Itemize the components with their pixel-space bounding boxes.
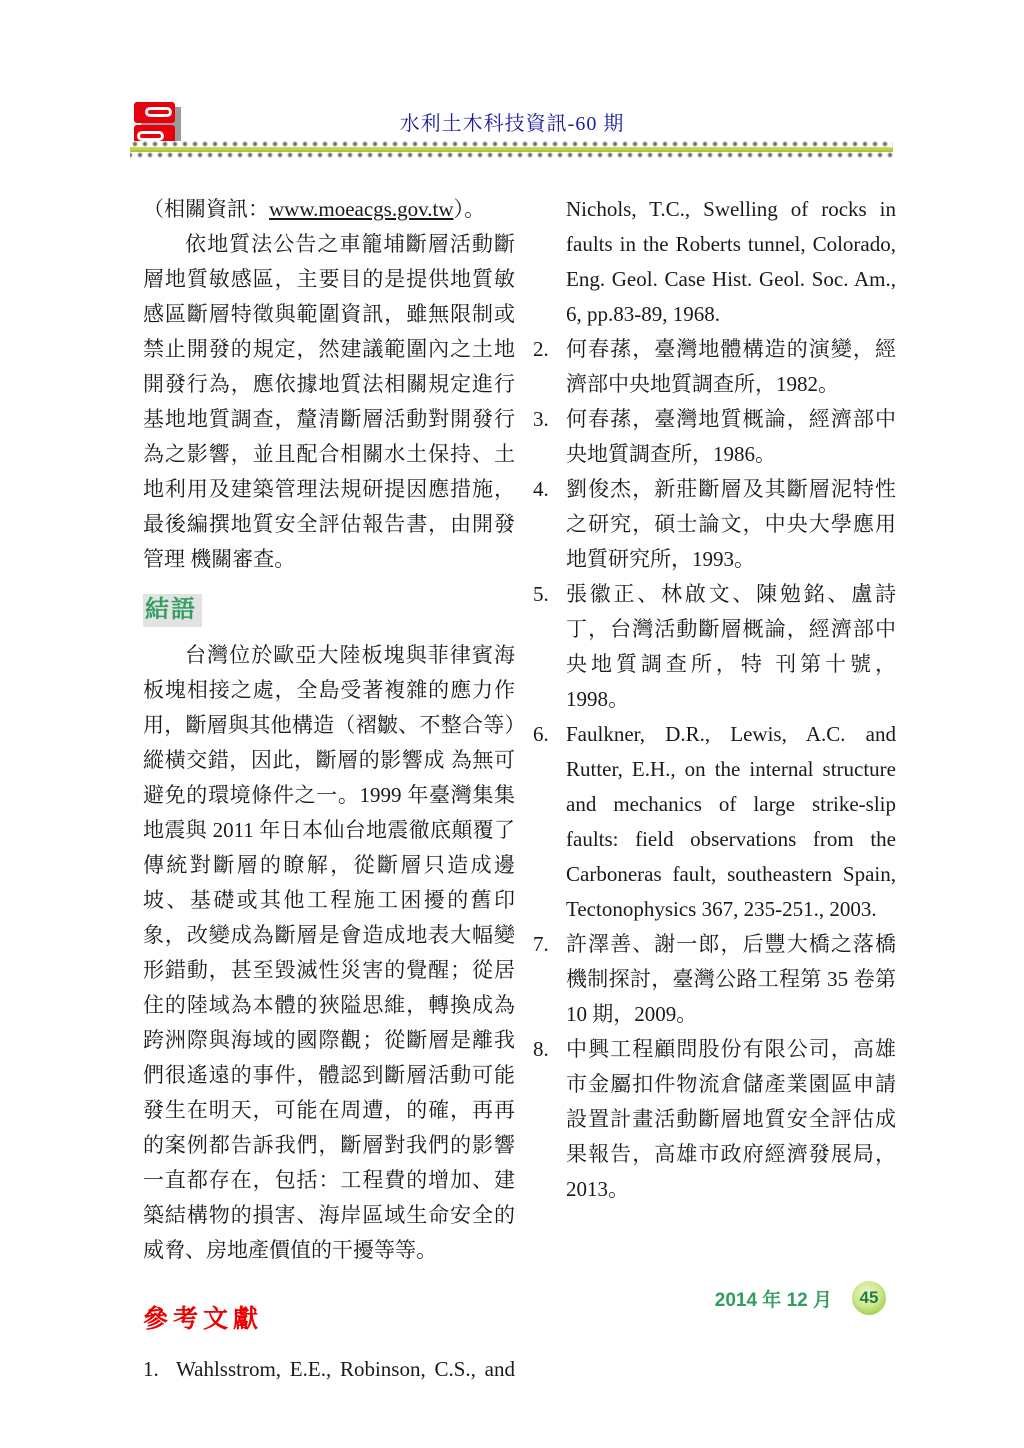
decorative-border: [130, 141, 893, 158]
related-info-line: [143, 192, 515, 227]
conclusion-heading-wrap: [143, 577, 515, 638]
page-body: [143, 192, 896, 1387]
reference-number: 4.: [533, 477, 549, 501]
moeacgs-url-link[interactable]: www.moeacgs.gov.tw: [269, 197, 454, 221]
reference-item-2: [533, 332, 896, 402]
reference-number: 5.: [533, 582, 549, 606]
reference-item-1-start: [143, 1352, 515, 1387]
reference-text: Faulkner, D.R., Lewis, A.C. and Rutter, E.H., on the internal structure and mechanics of large strike-slip faults: field observations from the Carboneras fault, southeastern Spain, Tectonophysics 367, 235-251., 2003.: [566, 722, 896, 921]
reference-item-1-continuation: Nichols, T.C., Swelling of rocks in faults in the Roberts tunnel, Colorado, Eng. Geol. Case Hist. Geol. Soc. Am., 6, pp.83-89, 1968.: [566, 197, 896, 326]
reference-item-3: [533, 402, 896, 472]
reference-number: 3.: [533, 407, 549, 431]
left-column: [143, 192, 515, 1387]
references-heading: 參考文獻: [143, 1306, 264, 1333]
reference-number: 6.: [533, 722, 549, 746]
page-number-badge: [852, 1281, 886, 1315]
issue-date: 2014 年 12 月: [714, 1290, 832, 1311]
reference-text: 許澤善、謝一郎，后豐大橋之落橋機制探討，臺灣公路工程第 35 卷第 10 期，2009。: [566, 932, 896, 1026]
page-number: 45: [859, 1288, 879, 1307]
right-column: [533, 192, 896, 1387]
reference-text: 何春蓀，臺灣地體構造的演變，經濟部中央地質調查所，1982。: [566, 337, 896, 396]
related-info-prefix: （相關資訊：: [143, 197, 269, 221]
reference-item-8: [533, 1032, 896, 1207]
reference-text: 劉俊杰，新莊斷層及其斷層泥特性之研究，碩士論文，中央大學應用地質研究所，1993。: [566, 477, 896, 571]
reference-text: 中興工程顧問股份有限公司，高雄市金屬扣件物流倉儲產業園區申請設置計畫活動斷層地質安全評估成果報告，高雄市政府經濟發展局，2013。: [566, 1037, 896, 1201]
conclusion-paragraph: 台灣位於歐亞大陸板塊與菲律賓海板塊相接之處，全島受著複雜的應力作用，斷層與其他構造（褶皺、不整合等）縱橫交錯，因此，斷層的影響成 為無可避免的環境條件之一。1999 年臺灣集集地震與 2011 年日本仙台地震徹底顛覆了傳統對斷層的瞭解，從斷層只造成邊坡、基礎或其他工程施工困擾的舊印象，改變成為斷層是會造成地表大幅變形錯動，甚至毀滅性災害的覺醒；從居住的陸域為本體的狹隘思維，轉換成為跨洲際與海域的國際觀；從斷層是離我們很遙遠的事件，體認到斷層活動可能發生在明天，可能在周遭，的確，再再的案例都告訴我們，斷層對我們的影響一直都存在，包括：工程費的增加、建築結構物的損害、海岸區域生命安全的威脅、房地產價值的干擾等等。: [143, 643, 515, 1262]
conclusion-heading: 結語: [143, 594, 202, 627]
reference-item-7: [533, 927, 896, 1032]
reference-number: 1.: [143, 1357, 159, 1381]
reference-text: Wahlsstrom, E.E., Robinson, C.S., and: [176, 1357, 515, 1381]
reference-item-4: [533, 472, 896, 577]
reference-text: 張徽正、林啟文、陳勉銘、盧詩丁，台灣活動斷層概論，經濟部中央地質調查所，特 刊第十號，1998。: [566, 582, 896, 711]
related-info-suffix: ）。: [453, 197, 485, 221]
geology-act-paragraph: 依地質法公告之車籠埔斷層活動斷層地質敏感區，主要目的是提供地質敏感區斷層特徵與範圍資訊，雖無限制或禁止開發的規定，然建議範圍內之土地開發行為，應依據地質法相關規定進行基地地質調查，釐清斷層活動對開發行為之影響，並且配合相關水土保持、土地利用及建築管理法規研提因應措施，最後編撰地質安全評估報告書，由開發管理 機關審查。: [143, 232, 515, 571]
reference-item-5: [533, 577, 896, 717]
reference-number: 7.: [533, 932, 549, 956]
reference-text: 何春蓀，臺灣地質概論，經濟部中央地質調查所，1986。: [566, 407, 896, 466]
reference-number: 2.: [533, 337, 549, 361]
journal-title: 水利土木科技資訊-60 期: [399, 113, 625, 135]
reference-item-6: [533, 717, 896, 927]
reference-number: 8.: [533, 1037, 549, 1061]
